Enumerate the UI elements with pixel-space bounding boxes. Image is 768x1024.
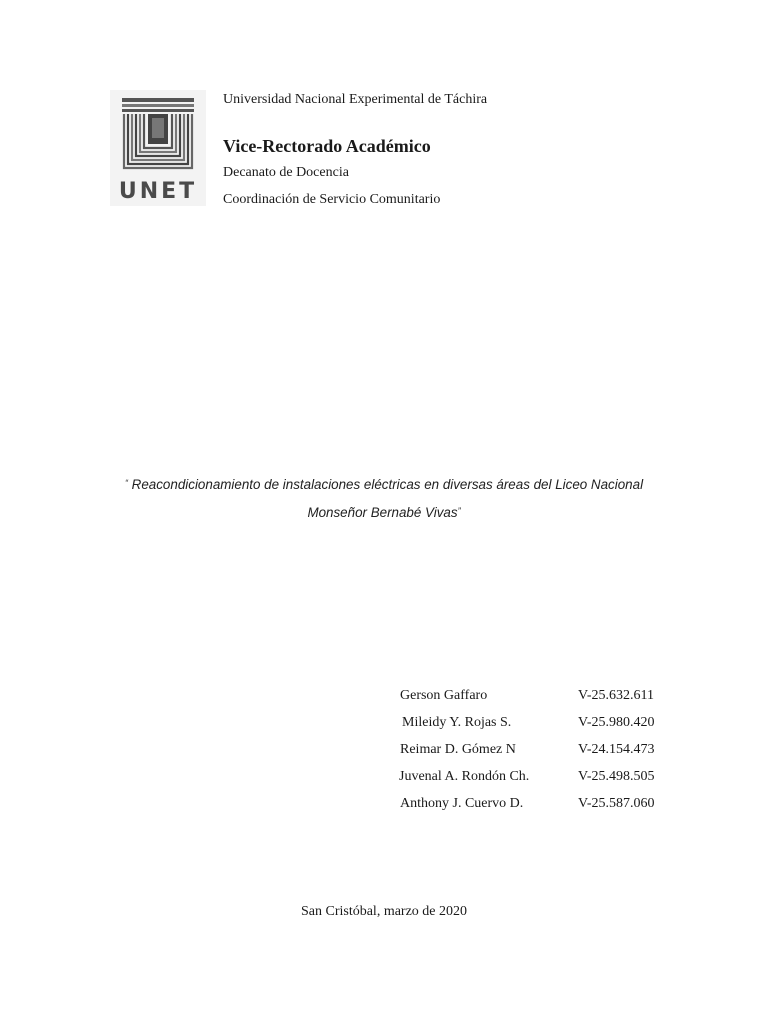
- student-name: Gerson Gaffaro: [400, 688, 488, 703]
- student-list: [396, 688, 696, 823]
- student-name: Juvenal A. Rondón Ch.: [399, 769, 530, 784]
- place-and-date: San Cristóbal, marzo de 2020: [300, 904, 468, 919]
- unet-logo: [110, 90, 206, 206]
- student-row: [396, 796, 696, 823]
- student-id: V-24.154.473: [578, 742, 655, 757]
- student-name: Anthony J. Cuervo D.: [400, 796, 524, 811]
- deanship-name: Decanato de Docencia: [223, 165, 349, 180]
- student-row: [396, 715, 696, 742]
- project-title: [80, 470, 688, 526]
- student-name: Reimar D. Gómez N: [400, 742, 516, 757]
- university-name: Universidad Nacional Experimental de Táchira: [223, 92, 488, 107]
- coordination-name: Coordinación de Servicio Comunitario: [223, 192, 441, 207]
- student-id: V-25.980.420: [578, 715, 655, 730]
- project-title-line-1: “ Reacondicionamiento de instalaciones eléctricas en diversas áreas del Liceo Nacional: [124, 477, 644, 492]
- student-row: [396, 769, 696, 796]
- unet-logo-text: UNET: [118, 179, 198, 204]
- project-title-line-2: Monseñor Bernabé Vivas”: [307, 505, 461, 520]
- student-id: V-25.587.060: [578, 796, 655, 811]
- student-id: V-25.498.505: [578, 769, 655, 784]
- student-row: [396, 742, 696, 769]
- vice-rectorate-title: Vice-Rectorado Académico: [223, 136, 431, 156]
- student-id: V-25.632.611: [578, 688, 654, 703]
- student-row: [396, 688, 696, 715]
- unet-logo-icon: [110, 90, 206, 206]
- student-name: Mileidy Y. Rojas S.: [402, 715, 512, 730]
